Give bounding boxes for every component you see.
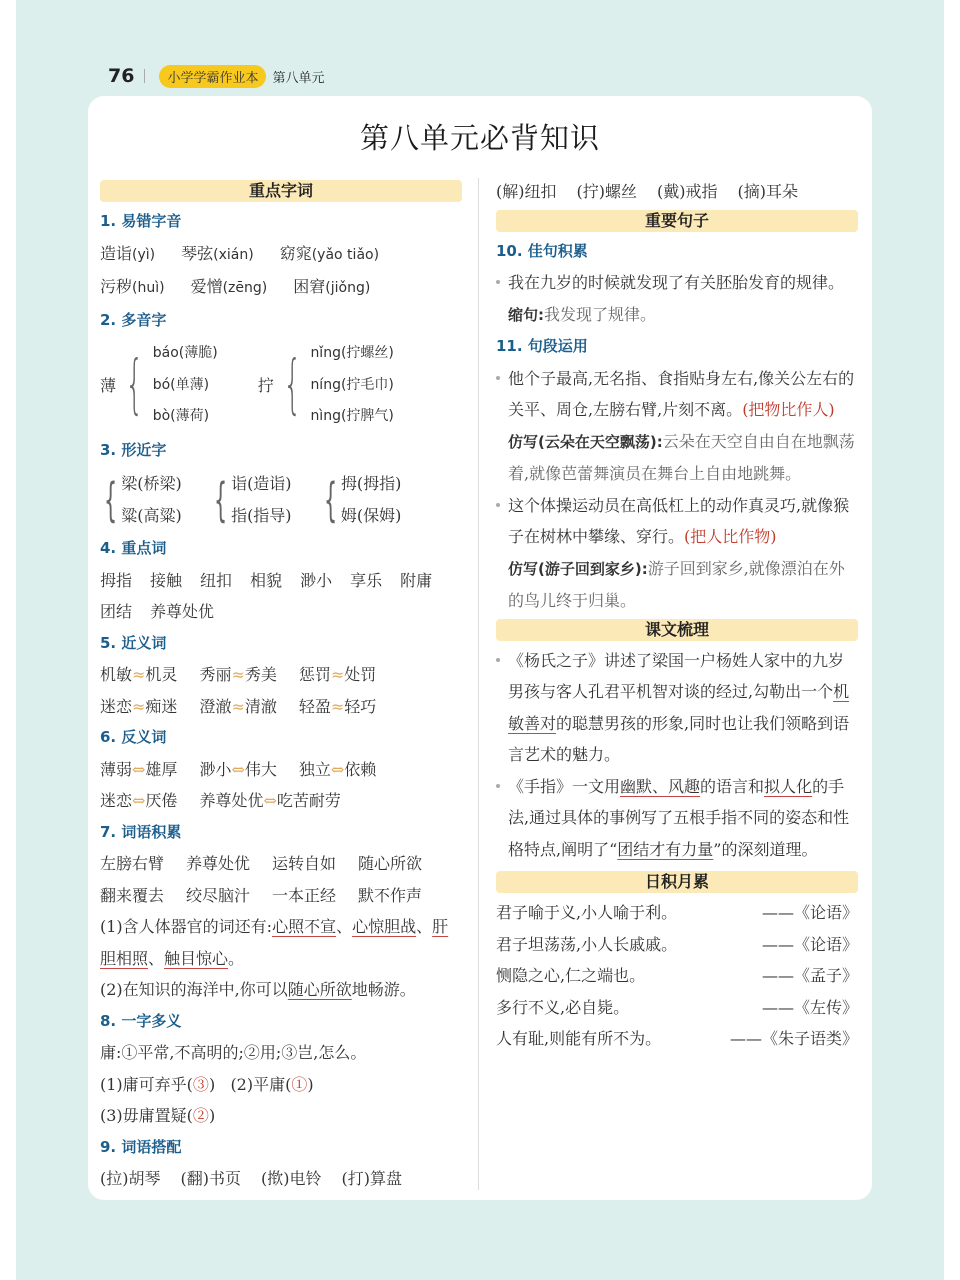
quote-row: 人有耻,则能有所不为。 ——《朱子语类》 <box>496 1029 858 1048</box>
page-number: 76 <box>108 65 135 87</box>
synonym-row: 机敏≈机灵 秀丽≈秀美 惩罚≈处罚 <box>100 665 377 684</box>
double-arrow-icon: ⇔ <box>330 759 345 779</box>
example-2: 这个体操运动员在高低杠上的动作真灵巧,就像猴子在树林中攀缘、穿行。(把人比作物) <box>496 490 858 553</box>
heading-9: 9. 词语搭配 <box>100 1137 182 1156</box>
synonym-row: 迷恋≈痴迷 澄澈≈清澈 轻盈≈轻巧 <box>100 696 377 716</box>
idiom-row: 翻来覆去 绞尽脑汁 一本正经 默不作声 <box>100 885 423 905</box>
similar-group: { 梁(桥梁) 粱(高粱) <box>100 468 182 531</box>
page-title: 第八单元必背知识 <box>359 121 600 155</box>
unit-label: 第八单元 <box>272 70 325 86</box>
keyword-row: 团结 养尊处优 <box>100 602 215 621</box>
brace-icon: { <box>104 472 118 527</box>
brace-icon: { <box>213 472 228 527</box>
page-header <box>108 62 324 90</box>
section-band-key-words: 重点字词 <box>100 180 462 202</box>
double-arrow-icon: ⇔ <box>231 759 245 779</box>
idiom-row: 左膀右臂 养尊处优 运转自如 随心所欲 <box>100 854 423 873</box>
right-column <box>496 176 858 1055</box>
text-summary-1: 《杨氏之子》讲述了梁国一户杨姓人家中的九岁男孩与客人孔君平机智对谈的经过,勾勒出一个机敏善对的聪慧男孩的形象,同时也让我们领略到语言艺术的魅力。 <box>496 645 858 771</box>
brace-icon: { <box>125 348 144 423</box>
heading-10: 10. 佳句积累 <box>496 241 588 260</box>
section-band-accumulation: 日积月累 <box>496 871 858 893</box>
heading-1: 1. 易错字音 <box>100 212 182 230</box>
heading-3: 3. 形近字 <box>100 440 167 459</box>
meaning-exercise: (3)毋庸置疑(②) <box>100 1106 216 1125</box>
keyword-row: 拇指 接触 纽扣 相貌 渺小 享乐 附庸 <box>100 570 433 590</box>
section-band-sentences: 重要句子 <box>496 210 858 232</box>
shortened-sentence: 缩句:我发现了规律。 <box>508 304 657 324</box>
term: 造诣(yì) <box>100 243 156 263</box>
pronunciation-row <box>100 238 462 272</box>
term: 污秽(huì) <box>100 277 165 296</box>
heading-4: 4. 重点词 <box>100 539 167 557</box>
antonym-row: 迷恋⇔厌倦 养尊处优⇔吃苦耐劳 <box>100 791 341 810</box>
similar-group: { 拇(拇指) 姆(保姆) <box>320 468 402 531</box>
similar-char-groups <box>100 466 462 533</box>
left-column <box>100 178 462 1195</box>
term: 困窘(jiǒng) <box>293 277 371 296</box>
book-badge: 小学学霸作业本 <box>159 65 266 88</box>
collocation-row: (解)纽扣 (拧)螺丝 (戴)戒指 (摘)耳朵 <box>496 182 798 201</box>
pronunciation-row <box>100 271 462 305</box>
double-arrow-icon: ⇔ <box>263 791 277 810</box>
example-1: 他个子最高,无名指、食指贴身左右,像关公左右的关平、周仓,左膀右臂,片刻不离。(把物比作人) <box>496 363 858 426</box>
heading-7: 7. 词语积累 <box>100 822 182 841</box>
heading-6: 6. 反义词 <box>100 728 167 746</box>
section-band-text-review: 课文梳理 <box>496 619 858 641</box>
content-card <box>88 96 872 1200</box>
collocation-row: (拉)胡琴 (翻)书页 (揿)电铃 (打)算盘 <box>100 1169 402 1188</box>
header-divider <box>144 69 145 83</box>
term: 爱憎(zēng) <box>190 277 268 296</box>
polyphone-group: 拧 { nǐng(拧螺丝) níng(拧毛巾) nìng(拧脾气) <box>258 338 394 433</box>
text-summary-2: 《手指》一文用幽默、风趣的语言和拟人化的手法,通过具体的事例写了五根手指不同的姿态和性格特点,阐明了“团结才有力量”的深刻道理。 <box>496 771 858 866</box>
brace-icon: { <box>323 472 337 527</box>
meaning-exercise: (1)庸可弃乎(③) (2)平庸(①) <box>100 1074 314 1094</box>
heading-11: 11. 句段运用 <box>496 337 588 355</box>
exercise-2: (2)在知识的海洋中,你可以随心所欲地畅游。 <box>100 980 416 999</box>
quote-row: 恻隐之心,仁之端也。 ——《孟子》 <box>496 966 858 985</box>
term: 窈窕(yǎo tiǎo) <box>279 243 380 263</box>
double-arrow-icon: ⇔ <box>132 759 146 779</box>
exercise-1: (1)含人体器官的词还有:心照不宣、心惊胆战、肝胆相照、触目惊心。 <box>100 917 449 968</box>
double-arrow-icon: ⇔ <box>132 791 146 810</box>
polyphone-group: 薄 { báo(薄脆) bó(单薄) bò(薄荷) <box>100 338 218 433</box>
definition: 庸:①平常,不高明的;②用;③岂,怎么。 <box>100 1043 367 1062</box>
imitation-1: 仿写(云朵在天空飘荡):云朵在天空自由自在地飘荡着,就像芭蕾舞演员在舞台上自由地跳舞。 <box>508 431 855 483</box>
imitation-2: 仿写(游子回到家乡):游子回到家乡,就像漂泊在外的鸟儿终于归巢。 <box>508 558 845 610</box>
quote-row: 君子喻于义,小人喻于利。 ——《论语》 <box>496 903 858 922</box>
quote-row: 多行不义,必自毙。 ——《左传》 <box>496 997 858 1017</box>
similar-group: { 诣(造诣) 指(指导) <box>210 468 292 531</box>
heading-5: 5. 近义词 <box>100 633 167 652</box>
heading-2: 2. 多音字 <box>100 310 167 329</box>
polyphone-groups <box>100 336 462 435</box>
quote-row: 君子坦荡荡,小人长戚戚。 ——《论语》 <box>496 934 858 954</box>
heading-8: 8. 一字多义 <box>100 1011 182 1030</box>
sentence: 我在九岁的时候就发现了有关胚胎发育的规律。 <box>496 267 858 299</box>
term: 琴弦(xián) <box>181 243 254 263</box>
brace-icon: { <box>282 348 302 423</box>
column-divider <box>478 178 479 1190</box>
antonym-row: 薄弱⇔雄厚 渺小⇔伟大 独立⇔依赖 <box>100 759 377 779</box>
